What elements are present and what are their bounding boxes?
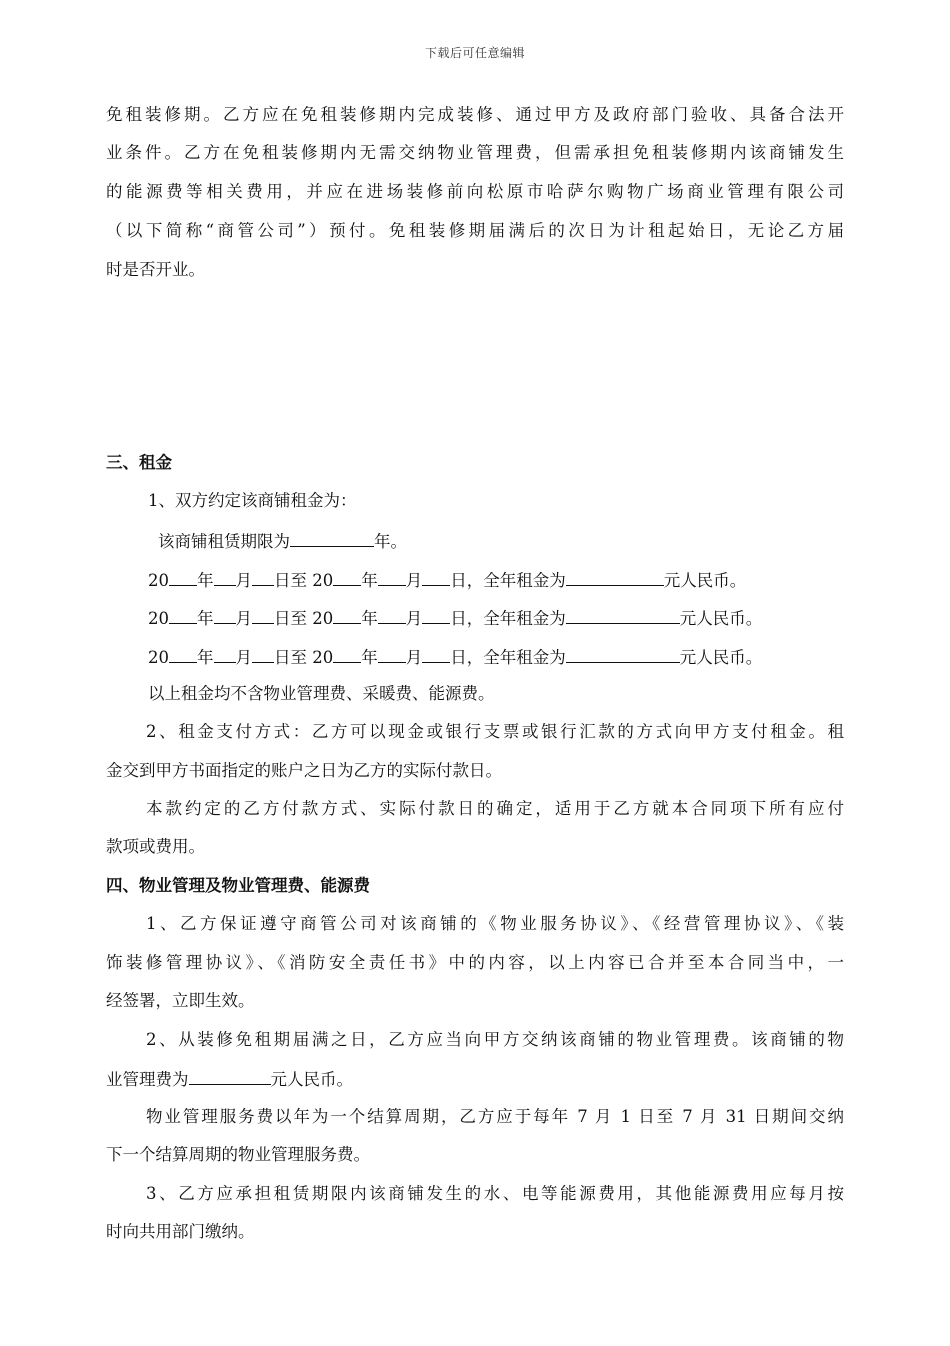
row-text: 年: [197, 609, 214, 628]
row-text: 日，全年租金为: [450, 571, 566, 590]
row-text: 元人民币。: [679, 648, 763, 667]
row-text: 元人民币。: [663, 571, 747, 590]
rent-item-2-line: 金交到甲方书面指定的账户之日为乙方的实际付款日。: [106, 761, 502, 780]
month-blank[interactable]: [378, 645, 406, 663]
row-text: 月: [405, 609, 423, 628]
rent-para-line: 款项或费用。: [106, 837, 205, 856]
month-blank[interactable]: [378, 568, 406, 586]
row-text: 日至 20: [274, 609, 334, 628]
month-blank[interactable]: [214, 568, 236, 586]
row-text: 年: [197, 648, 214, 667]
page-header: 下载后可任意编辑: [424, 46, 525, 60]
property-item-1-line: 1、乙方保证遵守商管公司对该商铺的《物业服务协议》、《经营管理协议》、《装: [146, 914, 844, 933]
row-text: 月: [235, 571, 252, 590]
day-blank[interactable]: [422, 645, 450, 663]
property-fee-blank[interactable]: [189, 1067, 271, 1085]
intro-line: 的能源费等相关费用，并应在进场装修前向松原市哈萨尔购物广场商业管理有限公司: [106, 182, 844, 201]
lease-term-line: [158, 529, 407, 553]
property-fee-label: 业管理费为: [106, 1070, 189, 1089]
row-text: 日，全年租金为: [450, 609, 566, 628]
month-blank[interactable]: [214, 645, 236, 663]
rent-item-2-line: 2、租金支付方式：乙方可以现金或银行支票或银行汇款的方式向甲方支付租金。租: [146, 722, 844, 741]
row-text: 元人民币。: [679, 609, 763, 628]
rent-period-row: [148, 568, 746, 592]
lease-term-label: 该商铺租赁期限为: [158, 532, 290, 551]
rent-note: 以上租金均不含物业管理费、采暖费、能源费。: [148, 684, 495, 703]
property-item-1-line: 经签署，立即生效。: [106, 991, 255, 1010]
property-para-line: 物业管理服务费以年为一个结算周期，乙方应于每年 7 月 1 日至 7 月 31 日期间交纳: [146, 1107, 844, 1126]
property-fee-unit: 元人民币。: [270, 1070, 353, 1089]
property-fee-line: [106, 1067, 353, 1091]
row-text: 年: [197, 571, 214, 590]
row-text: 20: [148, 571, 169, 590]
month-blank[interactable]: [214, 606, 236, 624]
row-text: 月: [235, 648, 252, 667]
lease-term-unit: 年。: [374, 532, 407, 551]
year-blank[interactable]: [169, 645, 197, 663]
row-text: 20: [148, 609, 169, 628]
rent-para-line: 本款约定的乙方付款方式、实际付款日的确定，适用于乙方就本合同项下所有应付: [146, 799, 844, 818]
intro-line: （以下简称“商管公司”）预付。免租装修期届满后的次日为计租起始日，无论乙方届: [106, 221, 844, 240]
intro-line: 业条件。乙方在免租装修期内无需交纳物业管理费，但需承担免租装修期内该商铺发生: [106, 143, 844, 162]
section-heading-rent: 三、租金: [106, 453, 172, 472]
row-text: 20: [148, 648, 169, 667]
row-text: 日，全年租金为: [450, 648, 566, 667]
row-text: 日至 20: [274, 648, 334, 667]
amount-blank[interactable]: [566, 606, 680, 624]
rent-period-row: [148, 645, 762, 669]
lease-term-blank[interactable]: [290, 529, 374, 547]
row-text: 日至 20: [274, 571, 334, 590]
property-para-line: 下一个结算周期的物业管理服务费。: [106, 1145, 370, 1164]
year-blank[interactable]: [333, 606, 361, 624]
year-blank[interactable]: [169, 606, 197, 624]
rent-item-1: 1、双方约定该商铺租金为：: [148, 491, 357, 510]
year-blank[interactable]: [333, 645, 361, 663]
day-blank[interactable]: [252, 645, 274, 663]
row-text: 月: [405, 648, 423, 667]
month-blank[interactable]: [378, 606, 406, 624]
row-text: 月: [405, 571, 423, 590]
intro-line: 免租装修期。乙方应在免租装修期内完成装修、通过甲方及政府部门验收、具备合法开: [106, 105, 844, 124]
section-heading-property: 四、物业管理及物业管理费、能源费: [106, 876, 370, 895]
property-item-1-line: 饰装修管理协议》、《消防安全责任书》中的内容，以上内容已合并至本合同当中，一: [106, 953, 844, 972]
property-item-2-line: 2、从装修免租期届满之日，乙方应当向甲方交纳该商铺的物业管理费。该商铺的物: [146, 1030, 844, 1049]
row-text: 年: [361, 571, 378, 590]
year-blank[interactable]: [169, 568, 197, 586]
year-blank[interactable]: [333, 568, 361, 586]
intro-line: 时是否开业。: [106, 260, 205, 279]
row-text: 月: [235, 609, 252, 628]
property-item-3-line: 3、乙方应承担租赁期限内该商铺发生的水、电等能源费用，其他能源费用应每月按: [146, 1184, 844, 1203]
day-blank[interactable]: [422, 568, 450, 586]
day-blank[interactable]: [252, 606, 274, 624]
row-text: 年: [361, 648, 378, 667]
amount-blank[interactable]: [566, 645, 680, 663]
rent-period-row: [148, 606, 762, 630]
day-blank[interactable]: [252, 568, 274, 586]
day-blank[interactable]: [422, 606, 450, 624]
amount-blank[interactable]: [566, 568, 664, 586]
row-text: 年: [361, 609, 378, 628]
property-item-3-line: 时向共用部门缴纳。: [106, 1222, 255, 1241]
